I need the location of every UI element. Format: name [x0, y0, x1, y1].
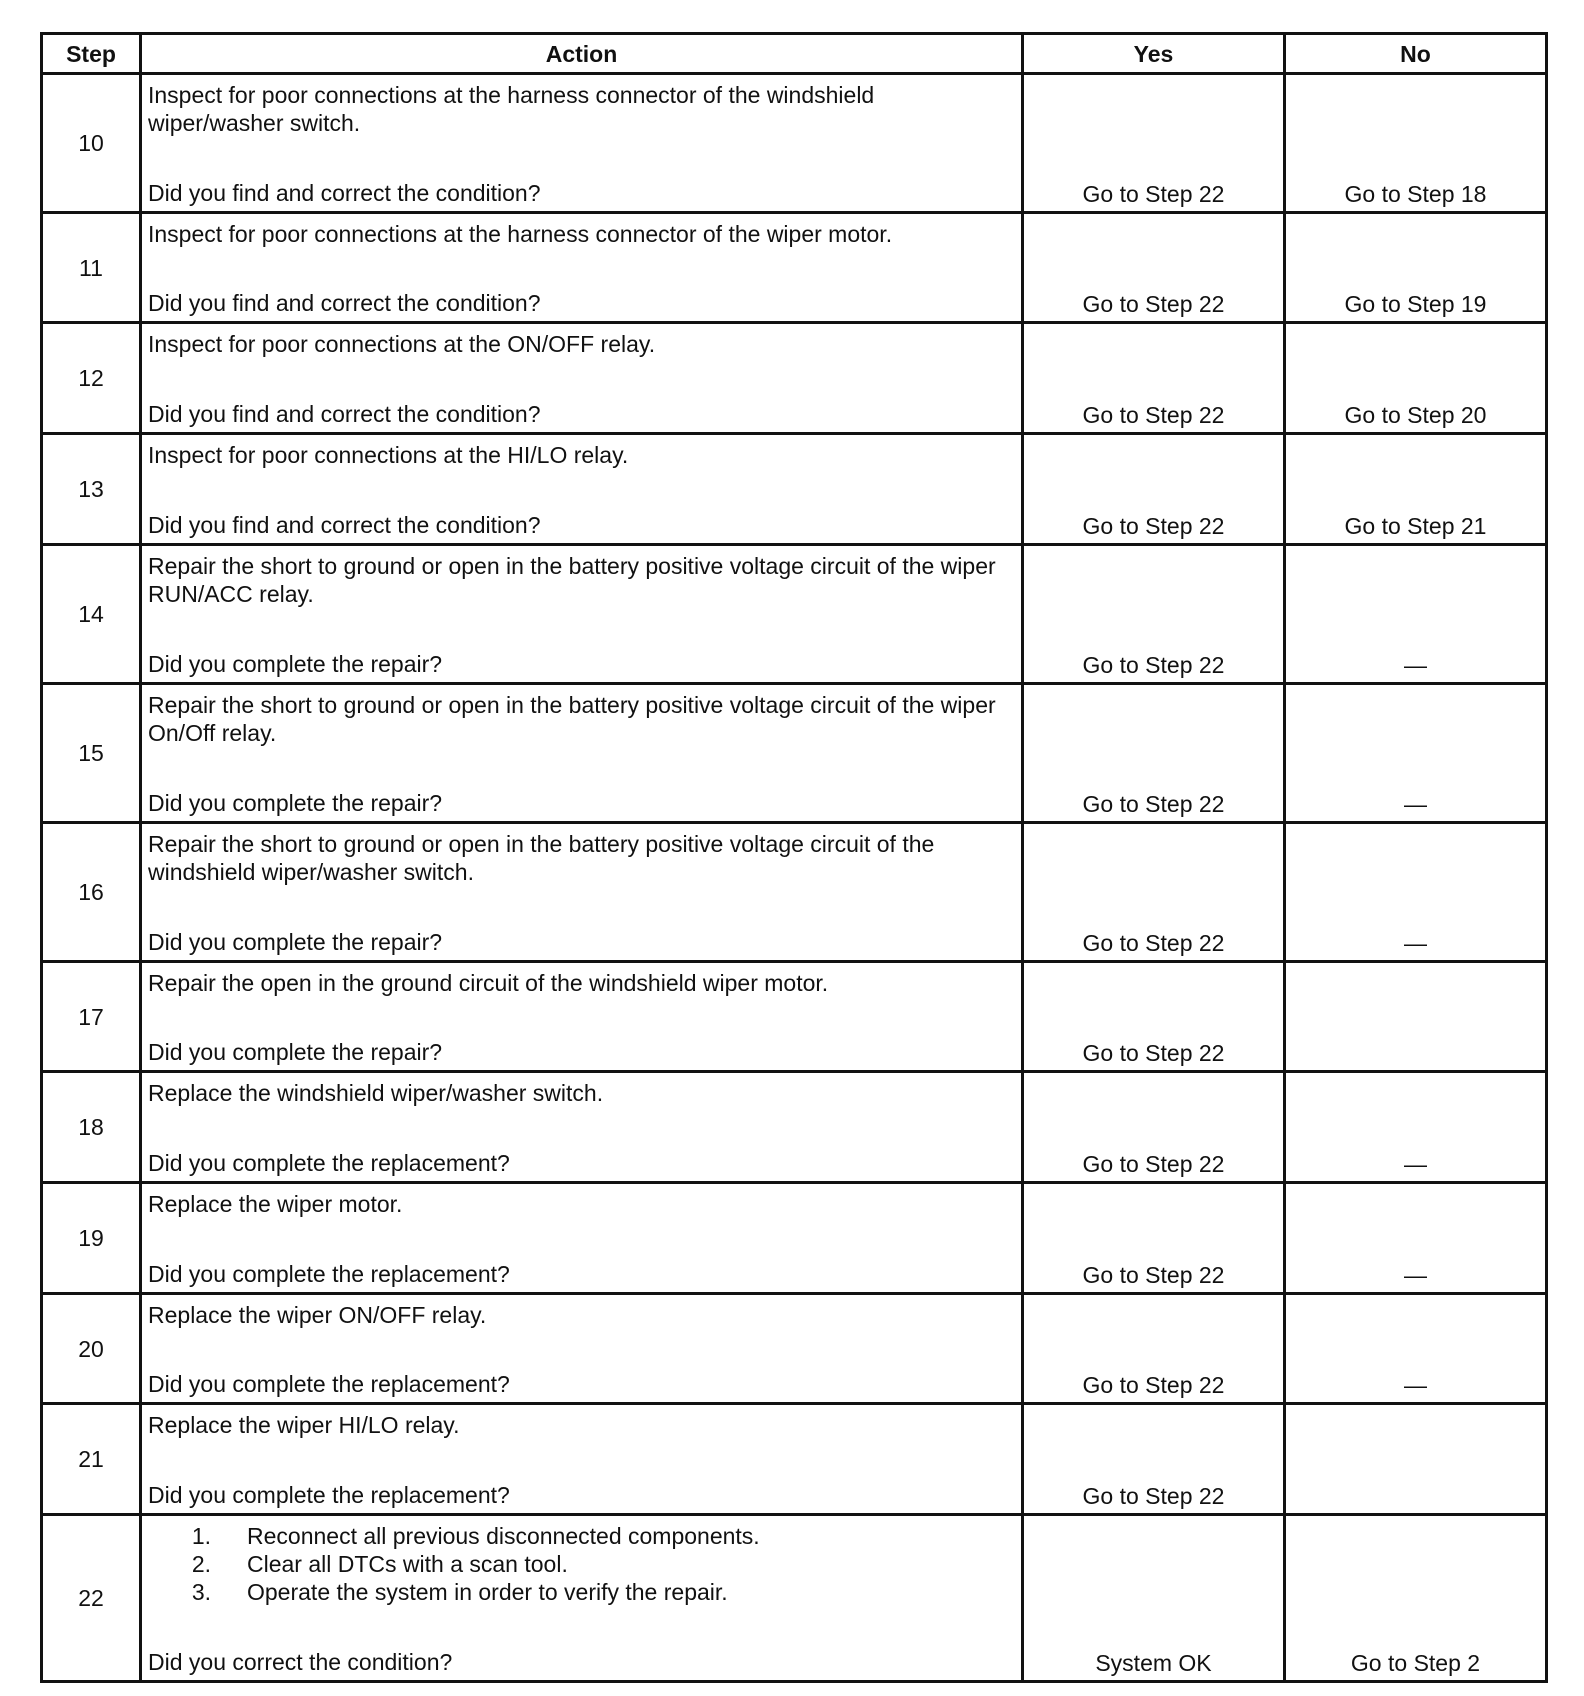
table-row [42, 1294, 1547, 1404]
table-row [42, 74, 1547, 213]
table-row [42, 1183, 1547, 1294]
action-text: Inspect for poor connections at the harness connector of the wiper motor. [148, 221, 893, 247]
no-result [1285, 962, 1547, 1072]
step-number: 14 [42, 545, 141, 684]
sub-step-text: Operate the system in order to verify the repair. [247, 1579, 728, 1605]
step-number: 10 [42, 74, 141, 213]
action-question: Did you complete the replacement? [148, 1371, 510, 1397]
sub-step-number: 2. [191, 1551, 211, 1577]
action-question: Did you find and correct the condition? [148, 512, 541, 538]
header-step: Step [42, 34, 141, 74]
action-question: Did you complete the replacement? [148, 1150, 510, 1176]
sub-step-text: Clear all DTCs with a scan tool. [247, 1551, 568, 1577]
sub-step-number: 1. [191, 1523, 211, 1549]
header-no: No [1285, 34, 1547, 74]
table-row [42, 823, 1547, 962]
no-result: Go to Step 20 [1285, 323, 1547, 434]
no-result: Go to Step 19 [1285, 213, 1547, 323]
action-text: Replace the wiper ON/OFF relay. [148, 1302, 487, 1328]
action-question: Did you complete the replacement? [148, 1261, 510, 1287]
sub-step-number: 3. [191, 1579, 211, 1605]
table-row [42, 962, 1547, 1072]
yes-result: System OK [1023, 1515, 1285, 1682]
step-number: 20 [42, 1294, 141, 1404]
table-row [42, 684, 1547, 823]
diagnostic-table [40, 32, 1548, 1683]
yes-result: Go to Step 22 [1023, 962, 1285, 1072]
no-result: Go to Step 2 [1285, 1515, 1547, 1682]
sub-step-list [148, 1522, 1015, 1606]
header-row [42, 34, 1547, 74]
table-row [42, 1404, 1547, 1515]
action-text: Inspect for poor connections at the HI/LO relay. [148, 442, 629, 468]
list-item [148, 1550, 1015, 1578]
step-number: 22 [42, 1515, 141, 1682]
action-text: Repair the open in the ground circuit of the windshield wiper motor. [148, 970, 829, 996]
action-question: Did you complete the repair? [148, 790, 443, 816]
yes-result: Go to Step 22 [1023, 823, 1285, 962]
step-number: 18 [42, 1072, 141, 1183]
step-number: 13 [42, 434, 141, 545]
header-action: Action [141, 34, 1023, 74]
no-result [1285, 1404, 1547, 1515]
step-number: 17 [42, 962, 141, 1072]
no-result: — [1285, 1072, 1547, 1183]
table-row [42, 213, 1547, 323]
list-item [148, 1578, 1015, 1606]
yes-result: Go to Step 22 [1023, 1404, 1285, 1515]
no-result: — [1285, 1183, 1547, 1294]
action-text: Replace the wiper HI/LO relay. [148, 1412, 460, 1438]
action-question: Did you complete the repair? [148, 929, 443, 955]
yes-result: Go to Step 22 [1023, 434, 1285, 545]
action-question: Did you find and correct the condition? [148, 180, 541, 206]
action-text: Repair the short to ground or open in the battery positive voltage circuit of the wiper RUN/ACC relay. [148, 553, 996, 607]
action-question: Did you complete the repair? [148, 1039, 443, 1065]
step-number: 11 [42, 213, 141, 323]
no-result: — [1285, 823, 1547, 962]
yes-result: Go to Step 22 [1023, 213, 1285, 323]
action-text: Inspect for poor connections at the ON/OFF relay. [148, 331, 656, 357]
step-number: 15 [42, 684, 141, 823]
sub-step-text: Reconnect all previous disconnected components. [247, 1523, 760, 1549]
action-question: Did you find and correct the condition? [148, 290, 541, 316]
list-item [148, 1522, 1015, 1550]
step-number: 16 [42, 823, 141, 962]
header-yes: Yes [1023, 34, 1285, 74]
action-text: Replace the windshield wiper/washer switch. [148, 1080, 604, 1106]
step-number: 21 [42, 1404, 141, 1515]
yes-result: Go to Step 22 [1023, 545, 1285, 684]
step-number: 19 [42, 1183, 141, 1294]
action-text: Replace the wiper motor. [148, 1191, 403, 1217]
action-question: Did you complete the replacement? [148, 1482, 510, 1508]
table-row [42, 1072, 1547, 1183]
table-row [42, 1515, 1547, 1682]
action-text: Repair the short to ground or open in the battery positive voltage circuit of the windshield wiper/washer switch. [148, 831, 935, 885]
yes-result: Go to Step 22 [1023, 684, 1285, 823]
no-result: — [1285, 684, 1547, 823]
yes-result: Go to Step 22 [1023, 1072, 1285, 1183]
step-number: 12 [42, 323, 141, 434]
table-row [42, 434, 1547, 545]
action-question: Did you correct the condition? [148, 1649, 453, 1675]
yes-result: Go to Step 22 [1023, 323, 1285, 434]
no-result: Go to Step 21 [1285, 434, 1547, 545]
no-result: — [1285, 545, 1547, 684]
no-result: — [1285, 1294, 1547, 1404]
action-question: Did you complete the repair? [148, 651, 443, 677]
yes-result: Go to Step 22 [1023, 1294, 1285, 1404]
yes-result: Go to Step 22 [1023, 74, 1285, 213]
table-row [42, 545, 1547, 684]
action-text: Inspect for poor connections at the harness connector of the windshield wiper/washer switch. [148, 82, 875, 136]
yes-result: Go to Step 22 [1023, 1183, 1285, 1294]
no-result: Go to Step 18 [1285, 74, 1547, 213]
action-text: Repair the short to ground or open in the battery positive voltage circuit of the wiper On/Off relay. [148, 692, 996, 746]
table-row [42, 323, 1547, 434]
action-question: Did you find and correct the condition? [148, 401, 541, 427]
